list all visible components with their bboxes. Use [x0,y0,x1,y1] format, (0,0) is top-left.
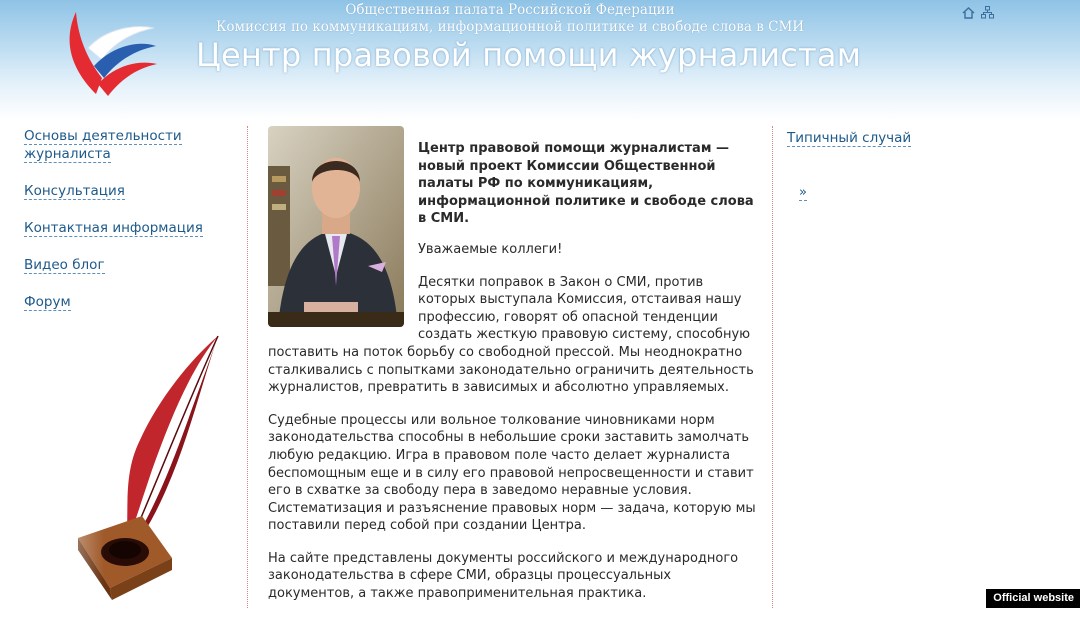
right-column [787,127,1047,147]
nav-item-forum[interactable] [24,293,224,311]
divider-right [772,126,773,608]
commission-name: Комиссия по коммуникациям, информационной политике и свободе слова в СМИ [215,19,805,35]
more-link[interactable]: » [799,185,807,200]
header-icons [962,4,994,17]
nav-item-label: Контактная информация [24,220,203,236]
official-website-badge: Official website [986,589,1080,608]
sitemap-icon[interactable] [981,4,994,17]
divider-left [247,126,248,608]
nav-item-contacts[interactable] [24,219,224,237]
home-icon[interactable] [962,4,975,17]
site-header [0,0,1080,120]
typical-case-label: Типичный случай [787,130,912,146]
paragraph-2: Судебные процессы или вольное толкование чиновниками норм законодательства способны в небольшие сроки заставить замолчать любую редакцию. Игра в правовом поле часто делает журналиста беспомощным еще и в силу его правовой непросвещенности и ставит его в схватке за свободу пера в заведомо неравные условия. Систематизация и разъяснение правовых норм — задача, которую мы поставили перед собой при создании Центра. [268,412,756,534]
paragraph-1: Десятки поправок в Закон о СМИ, против которых выступала Комиссия, отстаивая нашу профессию, говорят об опасной тенденции создать жесткую правовую систему, способную поставить на поток борьбу со свободной прессой. Мы неоднократно сталкивались с попытками законодательно ограничить деятельность журналистов, превратить в зависимых и абсолютно управляемых. [268,274,754,396]
org-name: Общественная палата Российской Федерации [345,2,675,18]
typical-case-link[interactable] [787,130,911,147]
intro-text: Центр правовой помощи журналистам — новый проект Комиссии Общественной палаты РФ по коммуникациям, информационной политике и свободе слова в СМИ. [418,141,754,227]
greeting: Уважаемые коллеги! [418,241,563,257]
site-title: Центр правовой помощи журналистам [196,36,862,74]
left-nav [24,127,224,330]
nav-item-video-blog[interactable] [24,256,224,274]
paragraph-3: На сайте представлены документы российского и международного законодательства в сфере СМИ, образцы процессуальных документов, а также правоприменительная практика. [268,550,739,602]
nav-item-label: Основы деятельности журналиста [24,128,182,162]
nav-item-consultation[interactable] [24,182,224,200]
nav-item-label: Видео блог [24,257,105,273]
main-content [268,140,758,618]
quill-inkwell-illustration [20,330,230,608]
nav-item-label: Форум [24,294,71,310]
nav-item-basics[interactable] [24,127,224,163]
nav-item-label: Консультация [24,183,125,199]
photo-spacer [268,140,418,330]
